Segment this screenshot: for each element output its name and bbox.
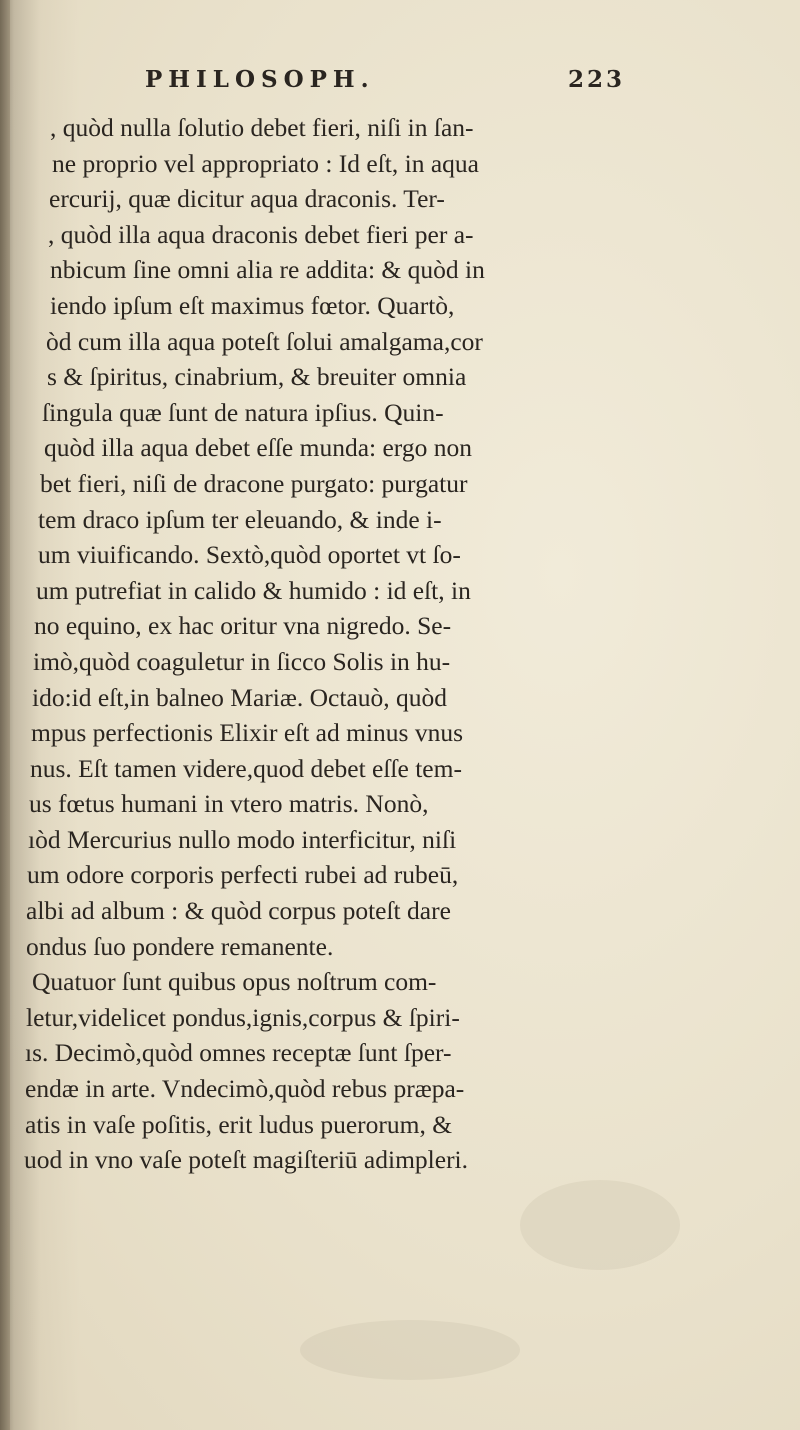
text-line: ſingula quæ ſunt de natura ipſius. Quin-: [42, 397, 444, 427]
text-line: iendo ipſum eſt maximus fœtor. Quartò,: [50, 290, 455, 320]
text-line: mpus perfectionis Elixir eſt ad minus vnus: [31, 718, 464, 748]
text-line: uod in vno vaſe poteſt magiſteriū adimpleri.: [24, 1145, 469, 1175]
paper-stain: [300, 1320, 520, 1380]
text-line: bet fieri, niſi de dracone purgato: purgatur: [40, 468, 468, 498]
text-line: no equino, ex hac oritur vna nigredo. Se-: [34, 611, 452, 641]
text-line: ercurij, quæ dicitur aqua draconis. Ter-: [49, 184, 445, 214]
text-line: , quòd nulla ſolutio debet fieri, niſi in ſan-: [50, 113, 474, 142]
text-line: , quòd illa aqua draconis debet fieri per a-: [48, 219, 474, 249]
text-line: quòd illa aqua debet eſſe munda: ergo non: [44, 433, 472, 463]
paper-stain: [520, 1180, 680, 1270]
text-line: òd cum illa aqua poteſt ſolui amalgama,cor: [46, 326, 483, 356]
text-line: atis in vaſe poſitis, erit ludus puerorum, &: [25, 1109, 453, 1139]
text-line: letur,videlicet pondus,ignis,corpus & ſpiri-: [26, 1002, 460, 1032]
body-text: [0, 110, 780, 1178]
page-header: [145, 66, 625, 102]
text-line: nbicum ſine omni alia re addita: & quòd in: [50, 255, 485, 285]
text-line: ondus ſuo pondere remanente.: [26, 931, 334, 961]
text-line: ido:id eſt,in balneo Mariæ. Octauò, quòd: [32, 682, 448, 712]
running-head: PHILOSOPH.: [145, 66, 375, 93]
text-line: nus. Eſt tamen videre,quod debet eſſe tem-: [30, 753, 462, 783]
text-line: ıs. Decimò,quòd omnes receptæ ſunt ſper-: [25, 1038, 452, 1068]
text-line: s & ſpiritus, cinabrium, & breuiter omnia: [47, 362, 467, 392]
text-line: um odore corporis perfecti rubei ad rubeū,: [27, 860, 459, 890]
text-line: tem draco ipſum ter eleuando, & inde i-: [38, 504, 442, 534]
text-line: ıòd Mercurius nullo modo interficitur, niſi: [28, 824, 457, 854]
text-line: um viuificando. Sextò,quòd oportet vt ſo-: [38, 540, 461, 570]
page-number: 223: [567, 66, 625, 93]
text-line: ne proprio vel appropriato : Id eſt, in aqua: [52, 148, 479, 178]
text-line: endæ in arte. Vndecimò,quòd rebus præpa-: [25, 1074, 465, 1104]
text-line: um putrefiat in calido & humido : id eſt, in: [36, 575, 471, 605]
text-line: imò,quòd coaguletur in ſicco Solis in hu-: [33, 646, 451, 676]
text-line: Quatuor ſunt quibus opus noſtrum com-: [32, 967, 437, 997]
text-line: us fœtus humani in vtero matris. Nonò,: [29, 789, 429, 819]
text-line: albi ad album : & quòd corpus poteſt dare: [26, 896, 451, 926]
